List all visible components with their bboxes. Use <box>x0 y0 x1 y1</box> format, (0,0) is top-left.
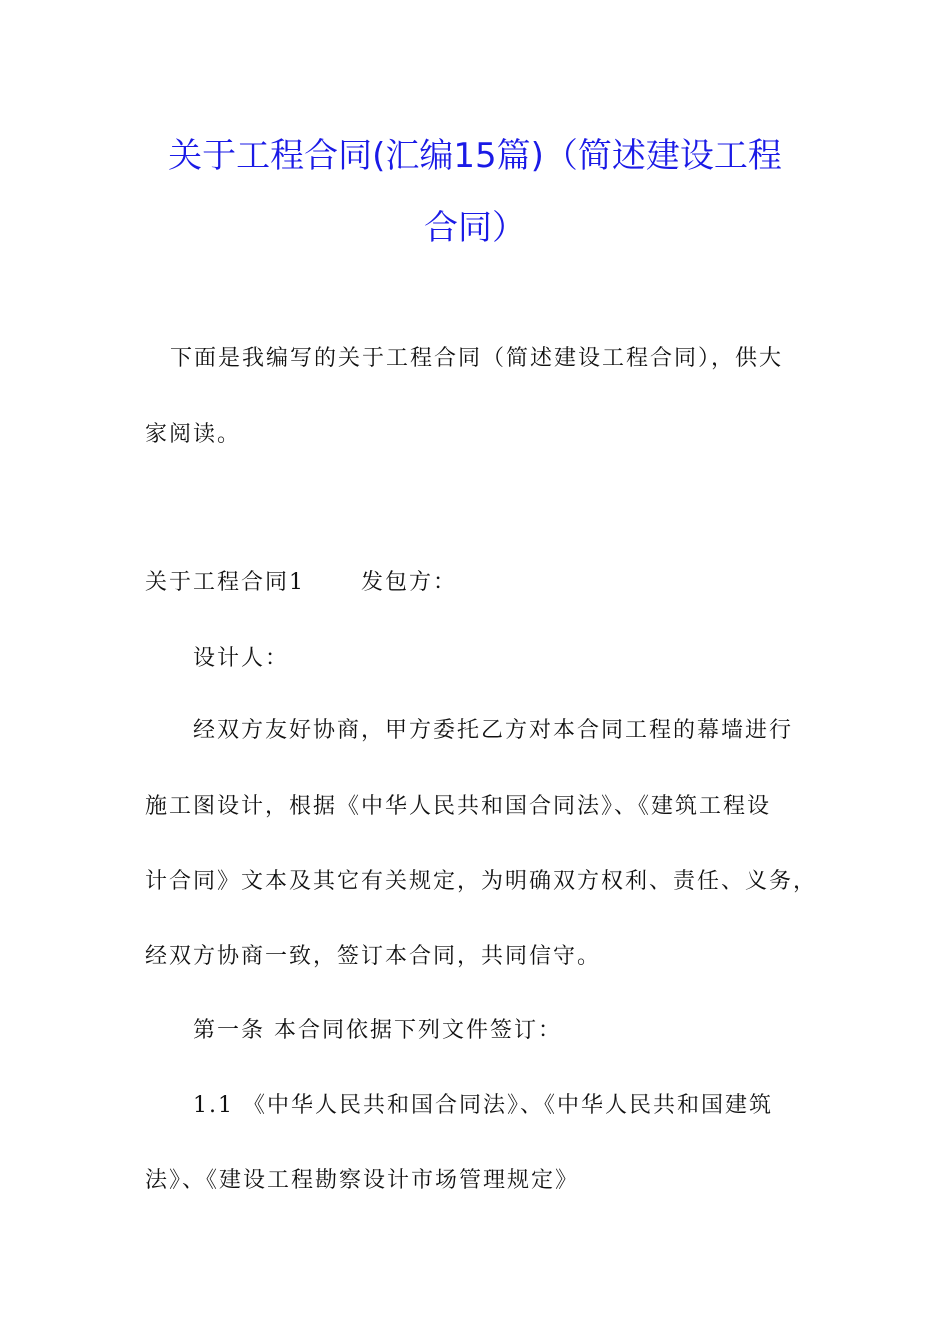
section-heading: 关于工程合同1 <box>145 570 305 595</box>
title-line-2: 合同） <box>424 208 526 248</box>
document-title <box>0 120 950 264</box>
para1-line-3: 计合同》文本及其它有关规定，为明确双方权利、责任、义务， <box>145 869 818 894</box>
employer-label: 发包方： <box>361 570 458 595</box>
title-line-1: 关于工程合同(汇编15篇)（简述建设工程 <box>168 136 782 176</box>
item-1-1-line-1: 1.1 《中华人民共和国合同法》、《中华人民共和国建筑 <box>193 1093 773 1118</box>
intro-line-2: 家阅读。 <box>145 422 242 447</box>
article-1: 第一条 本合同依据下列文件签订： <box>193 1018 562 1043</box>
designer-label: 设计人： <box>193 646 290 671</box>
para1-line-1: 经双方友好协商，甲方委托乙方对本合同工程的幕墙进行 <box>193 718 794 743</box>
para1-line-2: 施工图设计，根据《中华人民共和国合同法》、《建筑工程设 <box>145 794 772 819</box>
para1-line-4: 经双方协商一致，签订本合同，共同信守。 <box>145 944 602 969</box>
section-heading-row <box>145 570 810 596</box>
item-1-1-line-2: 法》、《建设工程勘察设计市场管理规定》 <box>145 1168 580 1193</box>
intro-line-1: 下面是我编写的关于工程合同（简述建设工程合同），供大 <box>170 346 784 371</box>
